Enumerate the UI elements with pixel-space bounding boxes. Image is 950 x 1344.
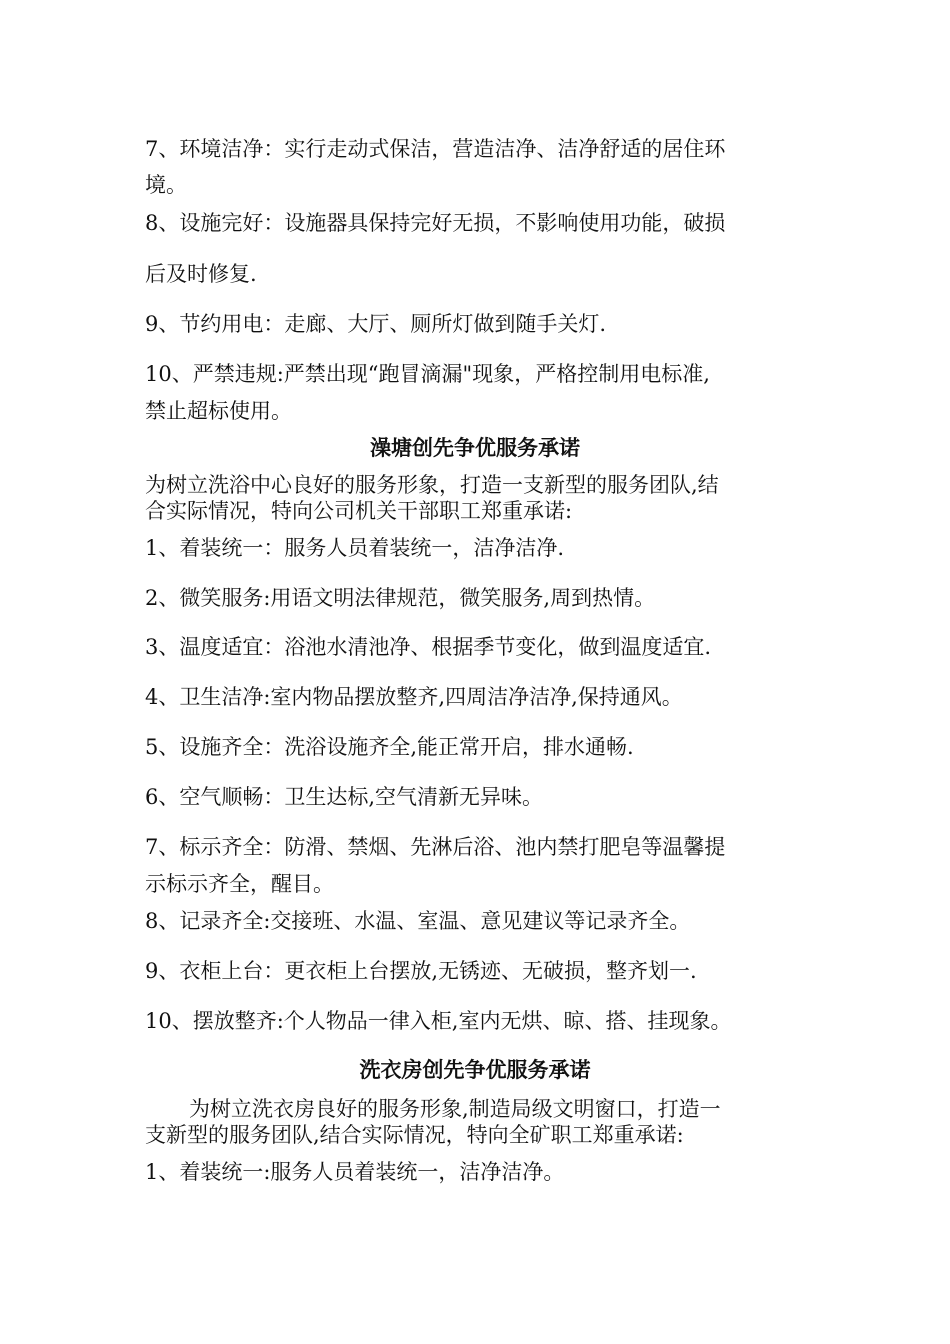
bathhouse-item-8: 8、记录齐全:交接班、水温、室温、意见建议等记录齐全。 [145,909,691,933]
item-7-environment: 7、环境洁净：实行走动式保洁，营造洁净、洁净舒适的居住环 [145,137,726,161]
bathhouse-item-3: 3、温度适宜：浴池水清池净、根据季节变化，做到温度适宜. [145,635,712,659]
bathhouse-item-2: 2、微笑服务:用语文明法律规范，微笑服务,周到热情。 [145,586,656,610]
item-10-no-violation-cont: 禁止超标使用。 [145,399,292,423]
bathhouse-item-7-cont: 示标示齐全，醒目。 [145,872,334,896]
item-8-facilities-cont: 后及时修复. [145,262,257,286]
bathhouse-intro-cont: 合实际情况，特向公司机关干部职工郑重承诺: [145,499,573,523]
bathhouse-item-1: 1、着装统一：服务人员着装统一，洁净洁净. [145,536,565,560]
bathhouse-item-7: 7、标示齐全：防滑、禁烟、先淋后浴、池内禁打肥皂等温馨提 [145,835,726,859]
bathhouse-item-5: 5、设施齐全：洗浴设施齐全,能正常开启，排水通畅. [145,735,634,759]
bathhouse-title: 澡塘创先争优服务承诺 [370,435,580,460]
item-9-power-saving: 9、节约用电：走廊、大厅、厕所灯做到随手关灯. [145,312,607,336]
item-7-environment-cont: 境。 [145,173,187,197]
laundry-item-1: 1、着装统一:服务人员着装统一，洁净洁净。 [145,1160,565,1184]
laundry-intro: 为树立洗衣房良好的服务形象,制造局级文明窗口，打造一 [189,1097,721,1121]
bathhouse-item-9: 9、衣柜上台：更衣柜上台摆放,无锈迹、无破损，整齐划一. [145,959,697,983]
bathhouse-item-10: 10、摆放整齐:个人物品一律入柜,室内无烘、晾、搭、挂现象。 [145,1009,732,1033]
item-10-no-violation: 10、严禁违规:严禁出现“跑冒滴漏"现象，严格控制用电标准, [145,362,710,386]
item-8-facilities: 8、设施完好：设施器具保持完好无损，不影响使用功能，破损 [145,211,726,235]
laundry-intro-cont: 支新型的服务团队,结合实际情况，特向全矿职工郑重承诺: [145,1123,684,1147]
laundry-title: 洗衣房创先争优服务承诺 [359,1057,591,1082]
bathhouse-intro: 为树立洗浴中心良好的服务形象，打造一支新型的服务团队,结 [145,473,719,497]
bathhouse-item-6: 6、空气顺畅：卫生达标,空气清新无异味。 [145,785,544,809]
bathhouse-item-4: 4、卫生洁净:室内物品摆放整齐,四周洁净洁净,保持通风。 [145,685,683,709]
